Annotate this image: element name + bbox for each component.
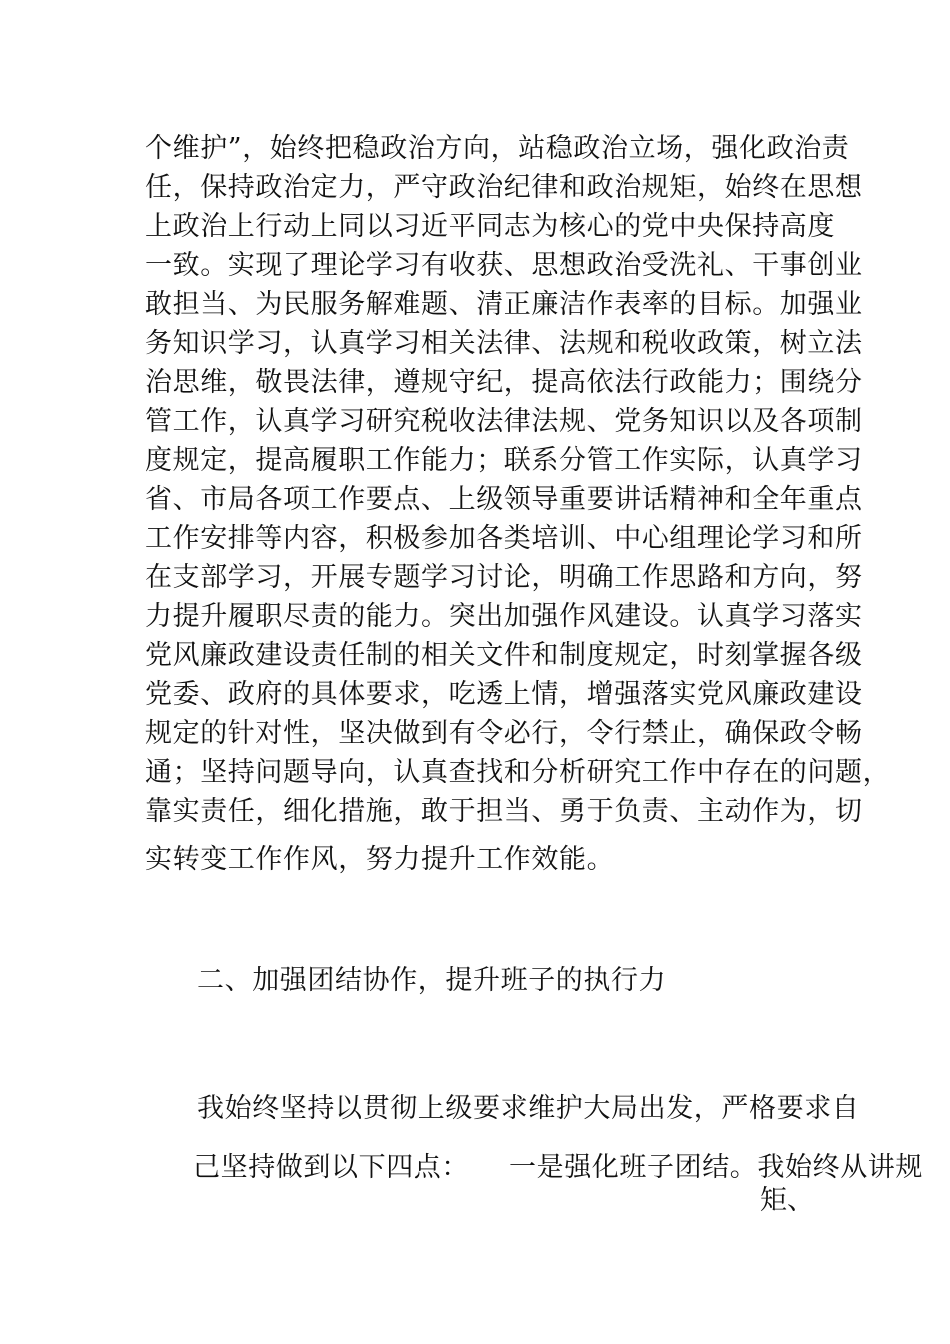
paragraph-line: 治思维，敬畏法律，遵规守纪，提高依法行政能力；围绕分 <box>145 367 863 398</box>
paragraph-line: 任，保持政治定力，严守政治纪律和政治规矩，始终在思想 <box>145 172 863 203</box>
paragraph-line: 党委、政府的具体要求，吃透上情，增强落实党风廉政建设 <box>145 679 863 710</box>
paragraph-line: 个维护”，始终把稳政治方向，站稳政治立场，强化政治责 <box>145 133 850 164</box>
paragraph-line: 规定的针对性，坚决做到有令必行，令行禁止，确保政令畅 <box>145 718 863 749</box>
paragraph-line: 度规定，提高履职工作能力；联系分管工作实际，认真学习 <box>145 445 863 476</box>
paragraph-line: 矩、 <box>760 1185 814 1216</box>
paragraph-line: 上政治上行动上同以习近平同志为核心的党中央保持高度 <box>145 211 835 242</box>
paragraph-segment: 己坚持做到以下四点： <box>193 1152 469 1183</box>
paragraph-line: 务知识学习，认真学习相关法律、法规和税收政策，树立法 <box>145 328 863 359</box>
paragraph-line: 力提升履职尽责的能力。突出加强作风建设。认真学习落实 <box>145 601 863 632</box>
paragraph-segment: 一是强化班子团结。我始终从讲规 <box>509 1152 923 1183</box>
paragraph-line <box>193 1151 923 1185</box>
paragraph-line: 敢担当、为民服务解难题、清正廉洁作表率的目标。加强业 <box>145 289 863 320</box>
paragraph-line: 在支部学习，开展专题学习讨论，明确工作思路和方向，努 <box>145 562 863 593</box>
paragraph-line: 工作安排等内容，积极参加各类培训、中心组理论学习和所 <box>145 523 863 554</box>
paragraph-line: 一致。实现了理论学习有收获、思想政治受洗礼、干事创业 <box>145 250 863 281</box>
paragraph-line: 我始终坚持以贯彻上级要求维护大局出发，严格要求自 <box>197 1093 860 1124</box>
paragraph-line: 省、市局各项工作要点、上级领导重要讲话精神和全年重点 <box>145 484 863 515</box>
paragraph-line: 通；坚持问题导向，认真查找和分析研究工作中存在的问题， <box>145 757 891 788</box>
paragraph-line: 党风廉政建设责任制的相关文件和制度规定，时刻掌握各级 <box>145 640 863 671</box>
paragraph-line: 管工作，认真学习研究税收法律法规、党务知识以及各项制 <box>145 406 863 437</box>
paragraph-line: 靠实责任，细化措施，敢于担当、勇于负责、主动作为，切 <box>145 796 863 827</box>
section-heading: 二、加强团结协作，提升班子的执行力 <box>197 965 667 996</box>
paragraph-line: 实转变工作作风，努力提升工作效能。 <box>145 844 615 875</box>
